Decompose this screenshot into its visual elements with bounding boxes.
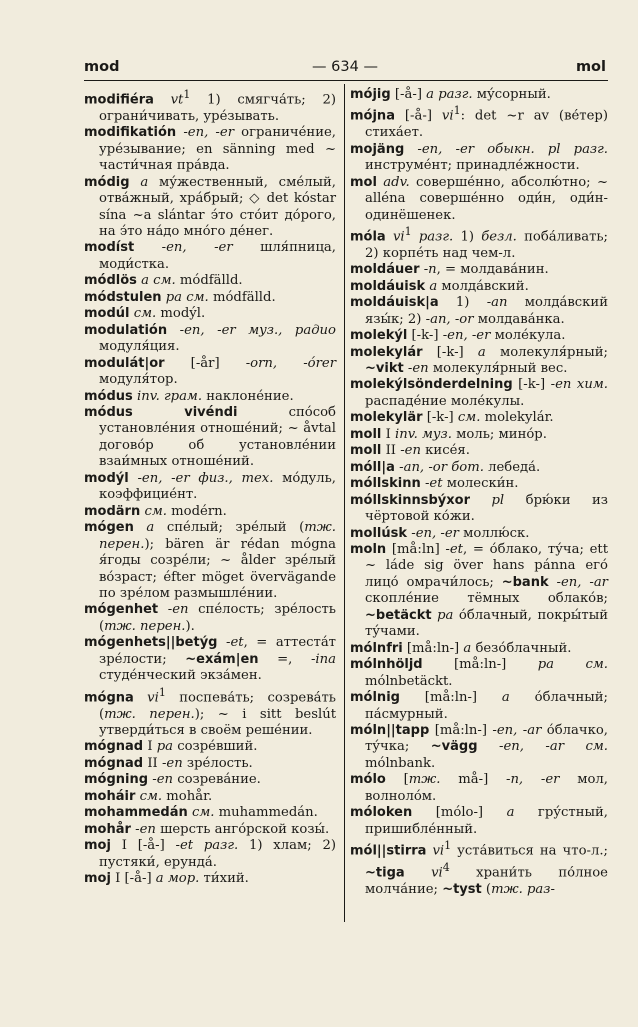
grammar-label: -en [152, 772, 174, 788]
grammar-label: pa см. [165, 289, 209, 305]
definition-text: 1) смягча́ть; 2) ограни́чивать, уре́зывать. [99, 92, 336, 124]
definition-text [134, 690, 147, 705]
dictionary-entry [84, 175, 336, 241]
grammar-label: -en, -er муз., радио [179, 322, 336, 338]
definition-text: [mólo-] [412, 805, 507, 821]
headword: mohår [84, 821, 131, 837]
grammar-label: тж. [408, 772, 441, 788]
grammar-label: -en хим. [550, 377, 608, 393]
definition-text: о́блачный, покры́тый ту́чами. [365, 607, 608, 640]
definition-text: моллю́ск. [458, 525, 530, 541]
headword: modärn [84, 503, 141, 519]
grammar-label: vi [147, 690, 159, 706]
grammar-label: a см. [141, 273, 176, 289]
dictionary-entry [84, 602, 336, 635]
headword: móloken [350, 805, 413, 821]
dictionary-entry [84, 471, 336, 504]
dictionary-entry [84, 389, 336, 405]
headword: moldáuisk|a [350, 295, 439, 311]
grammar-label: -en, -er [183, 125, 234, 141]
page-header [84, 59, 606, 81]
conjugation-class: 4 [442, 861, 450, 875]
conjugation-class: 1 [404, 225, 412, 239]
definition-text: му́жественный, сме́лый, отва́жный, хра́брый; ◇ det kóstar sína ~a slántar э́то сто́ит до́рого, на э́то на́до мно́го де́нег. [99, 174, 336, 240]
dictionary-entry [84, 805, 336, 821]
dictionary-entry [84, 635, 336, 684]
grammar-label: a [463, 640, 472, 656]
definition-text: модуля́ция. [99, 339, 180, 355]
headword: moll [350, 443, 382, 459]
definition-text: о́блачный; па́смурный. [365, 690, 608, 722]
grammar-label: -n, -er [505, 772, 560, 788]
headword: molekýl [350, 328, 408, 344]
definition-text: 1) [453, 229, 482, 245]
definition-text: mólnbank. [365, 755, 436, 771]
grammar-label: -en [167, 602, 189, 618]
dictionary-entry [84, 273, 336, 289]
headword: modúl [84, 306, 130, 322]
definition-text [134, 520, 147, 535]
column-divider [344, 84, 345, 922]
grammar-label: -n [423, 262, 437, 278]
grammar-label: a [501, 690, 510, 706]
definition-text: студе́нческий экза́мен. [99, 668, 262, 684]
definition-text [404, 142, 417, 157]
headword: móln||tapp [350, 723, 430, 738]
grammar-label: -en [400, 443, 421, 459]
headword: mólo [350, 772, 386, 788]
dictionary-entry [350, 641, 608, 657]
dictionary-entry [84, 356, 336, 389]
dictionary-entry [350, 805, 608, 838]
headword: moháir [84, 788, 136, 804]
definition-text: спе́лый; зре́лый ( [154, 520, 305, 536]
definition-text: I [381, 426, 395, 442]
definition-text [478, 739, 499, 754]
dictionary-entry [350, 377, 608, 410]
grammar-label: vi [392, 229, 405, 245]
right-column [350, 87, 608, 898]
definition-text: I [143, 739, 157, 755]
grammar-label: -et [445, 542, 463, 558]
header-first-headword: mod [84, 59, 120, 75]
left-column [84, 87, 336, 888]
definition-text: [-å-] [394, 108, 442, 124]
headword: mólnig [350, 690, 400, 706]
definition-text: зре́лость. [182, 755, 253, 771]
headword: mógna [84, 690, 134, 706]
definition-text [412, 229, 419, 244]
headword: mógning [84, 772, 149, 788]
grammar-label: inv. грам. [136, 388, 203, 404]
definition-text: модуля́тор. [99, 372, 178, 388]
conjugation-class: 1 [444, 839, 452, 853]
grammar-label: тж. раз- [491, 881, 555, 897]
grammar-label: тж. перен. [99, 520, 336, 552]
dictionary-entry [350, 87, 608, 103]
grammar-label: -et [424, 476, 443, 492]
definition-text: уста́виться на что-л.; [451, 843, 608, 859]
grammar-label: -en, -ar см. [499, 739, 609, 755]
dictionary-entry [350, 224, 608, 262]
dictionary-entry [350, 723, 608, 772]
dictionary-entry [350, 460, 608, 476]
definition-text: módfälld. [208, 289, 276, 305]
grammar-label: см. [144, 503, 167, 519]
dictionary-entry [84, 290, 336, 306]
grammar-label: -an, -or бот. [399, 459, 484, 475]
grammar-label: -en, -ar [492, 723, 542, 738]
definition-text: брю́ки из чёртовой ко́жи. [365, 492, 608, 525]
definition-text: molekylár. [480, 410, 554, 426]
definition-text: módfälld. [175, 273, 243, 289]
grammar-label: -et разг. [175, 838, 239, 854]
definition-text [158, 602, 168, 617]
definition-text [549, 575, 557, 590]
definition-text: шерсть анго́рской козы́. [155, 821, 330, 837]
definition-text: ти́хий. [199, 871, 249, 887]
headword: mógenhet [84, 602, 159, 618]
headword: moll [350, 426, 382, 442]
headword: móllskinn [350, 476, 421, 492]
headword: modifikatión [84, 125, 177, 141]
definition-text [470, 493, 491, 508]
headword: mol [350, 174, 377, 190]
conjugation-class: 1 [453, 104, 461, 118]
definition-text: лебеда́. [483, 459, 541, 475]
dictionary-entry [350, 657, 608, 690]
definition-text: молда́вский. [437, 278, 529, 294]
definition-text: ); ~ i sitt beslút утверди́ться в своём реше́нии. [99, 706, 336, 738]
headword: mójig [350, 87, 391, 102]
definition-text: о́блачко, ту́чка; [365, 723, 608, 755]
grammar-label: безл. [481, 229, 517, 245]
definition-text: [må:ln-] [422, 657, 538, 673]
dictionary-entry [84, 685, 336, 740]
definition-text: молдава́нка. [473, 311, 565, 327]
headword: mógenhets||betýg [84, 635, 218, 651]
definition-text: [-k-] [422, 410, 458, 426]
headword: ~exám|en [185, 651, 259, 667]
grammar-label: тж. перен. [104, 706, 195, 722]
grammar-label: -en, -er физ., тех. [137, 470, 274, 486]
definition-text: [-k-] [407, 328, 443, 344]
dictionary-entry [84, 240, 336, 273]
headword: módus [84, 388, 133, 404]
dictionary-entry [350, 476, 608, 492]
definition-text: II [143, 755, 162, 771]
dictionary-entry [84, 789, 336, 805]
headword: módlös [84, 273, 137, 289]
grammar-label: vi [441, 108, 454, 124]
dictionary-entry [350, 262, 608, 278]
definition-text: спе́лость; зре́лость ( [99, 602, 336, 634]
grammar-label: a [506, 805, 515, 821]
headword: mógen [84, 520, 134, 536]
definition-text: молекуля́рный; [485, 344, 608, 360]
dictionary-entry [350, 526, 608, 542]
definition-text: , = о́блако, ту́ча; ett ~ láde sig över hans pánna его́ лицо́ омрачи́лось; [365, 542, 608, 590]
definition-text: кисе́я. [420, 443, 470, 459]
headword: moj [84, 871, 111, 887]
definition-text [134, 240, 161, 255]
grammar-label: см. [139, 788, 163, 804]
headword: mohammedán [84, 805, 188, 821]
definition-text: [må:ln-] [429, 723, 493, 738]
definition-text: , = аттеста́т зре́лости; [99, 635, 336, 667]
dictionary-entry [350, 542, 608, 641]
headword: ~vikt [365, 361, 404, 377]
page-number: — 634 — [312, 59, 378, 75]
dictionary-entry [84, 838, 336, 871]
definition-text: ). [185, 618, 195, 634]
definition-text: молда́вский язы́к; 2) [365, 295, 608, 327]
grammar-label: тж. перен. [104, 618, 186, 634]
headword: mógnad [84, 739, 144, 755]
definition-text [167, 323, 180, 338]
headword: modulát|or [84, 355, 165, 371]
definition-text: [ [385, 772, 409, 788]
grammar-label: -en [135, 821, 156, 837]
definition-text: [må:ln-] [402, 640, 464, 656]
grammar-label: a разг. [426, 87, 473, 102]
headword: moj [84, 838, 111, 854]
dictionary-entry [350, 443, 608, 459]
grammar-label: -en, -er [161, 240, 233, 256]
definition-text: modérn. [166, 503, 227, 519]
definition-text: наклоне́ние. [202, 388, 294, 404]
definition-text: II [381, 443, 401, 459]
dictionary-entry [350, 838, 608, 898]
definition-text: [-k-] [512, 377, 551, 393]
grammar-label: pa [156, 739, 174, 755]
dictionary-entry [84, 520, 336, 602]
headword: molekýlsönderdelning [350, 377, 513, 393]
definition-text: 1) хлам; 2) пустяки́, ерунда́. [99, 838, 336, 870]
definition-text: muhammedán. [214, 805, 318, 821]
dictionary-entry [350, 772, 608, 805]
grammar-label: -an, -or [425, 311, 474, 327]
definition-text: распаде́ние моле́кулы. [365, 393, 525, 409]
headword: mojäng [350, 141, 405, 157]
definition-text: [må:ln] [386, 542, 446, 558]
grammar-label: -en [161, 755, 183, 771]
dictionary-entry [350, 279, 608, 295]
headword: ~bank [501, 574, 549, 590]
definition-text: I [-å-] [110, 871, 156, 887]
headword: moldáuer [350, 262, 420, 278]
dictionary-entry [84, 306, 336, 322]
grammar-label: см. [457, 410, 481, 426]
dictionary-entry [350, 690, 608, 723]
definition-text: [-å-] [390, 87, 427, 102]
headword: módus vivéndi [84, 405, 238, 420]
definition-text: modýl. [156, 306, 206, 322]
grammar-label: vt [170, 92, 184, 108]
definition-text: молекуля́рный вес. [428, 361, 568, 377]
headword: modíst [84, 240, 135, 256]
definition-text: [-år] [164, 355, 246, 371]
definition-text: [-k-] [422, 344, 478, 360]
definition-text: , = молдава́нин. [436, 262, 549, 278]
headword: móla [350, 229, 386, 245]
definition-text: ); bären är rédan mógna я́годы созре́ли; ~ ålder зре́лый во́зраст; éfter möget övervägande по зре́лом размышле́нии. [99, 536, 336, 601]
headword: móll|a [350, 459, 395, 475]
grammar-label: -an [486, 295, 508, 311]
grammar-label: -et [226, 635, 244, 651]
definition-text [130, 175, 141, 190]
headword: molekylär [350, 410, 423, 426]
headword: ~betäckt [365, 607, 432, 623]
definition-text [405, 865, 431, 880]
grammar-label: pl [491, 492, 505, 508]
definition-text: I [-å-] [110, 838, 176, 854]
headword: mógnad [84, 755, 144, 771]
definition-text: му́сорный. [472, 87, 551, 102]
grammar-label: adv. [383, 174, 410, 190]
headword: modýl [84, 470, 129, 486]
definition-text: : det ~r av (ве́тер) стиха́ет. [365, 108, 608, 141]
grammar-label: -orn, -órer [245, 355, 336, 371]
headword: moldáuisk [350, 278, 426, 294]
dictionary-entry [350, 493, 608, 526]
grammar-label: см. [133, 306, 157, 322]
definition-text: созре́вший. [173, 739, 258, 755]
headword: molekylár [350, 344, 423, 360]
grammar-label: -en, -ar [556, 574, 608, 590]
definition-text [218, 635, 227, 650]
definition-text [154, 92, 171, 107]
dictionary-entry [84, 772, 336, 788]
grammar-label: vi [432, 843, 445, 859]
definition-text: ( [481, 881, 492, 897]
headword: módig [84, 174, 130, 190]
grammar-label: pa [437, 607, 454, 623]
headword: modifiéra [84, 92, 154, 108]
grammar-label: pa см. [537, 657, 608, 673]
grammar-label: -ina [310, 651, 336, 667]
definition-text: безо́блачный. [471, 640, 572, 656]
definition-text: mohår. [162, 788, 213, 804]
grammar-label: a [146, 520, 155, 536]
conjugation-class: 1 [158, 685, 166, 699]
headword: mólnhöljd [350, 657, 423, 673]
definition-text: соверше́нно, абсолю́тно; ~ alléna соверше́нно оди́н, оди́н-одинёшенек. [365, 174, 608, 223]
definition-text: шля́пница, моди́стка. [99, 240, 336, 272]
headword: mólnfri [350, 640, 403, 656]
dictionary-entry [84, 504, 336, 520]
headword: módstulen [84, 289, 162, 305]
definition-text: [må:ln-] [399, 690, 502, 706]
headword: modulatión [84, 322, 168, 338]
definition-text: мо́дуль, коэффицие́нт. [99, 470, 336, 503]
definition-text: инструме́нт; принадле́жности. [365, 158, 580, 174]
headword: ~tyst [442, 881, 482, 897]
grammar-label: a мор. [155, 871, 200, 887]
definition-text: må-] [440, 772, 506, 788]
definition-text: созрева́ние. [173, 772, 261, 788]
definition-text: молески́н. [442, 476, 519, 492]
definition-text: mólnbetäckt. [365, 673, 453, 689]
definition-text: поба́ливать; 2) корпе́ть над чем-л. [365, 229, 608, 261]
dictionary-entry [350, 410, 608, 426]
grammar-label: см. [191, 805, 215, 821]
dictionary-entry [84, 739, 336, 755]
dictionary-entry [350, 427, 608, 443]
headword: ~vägg [430, 739, 478, 755]
definition-text: моль; мино́р. [451, 426, 547, 442]
dictionary-entry [84, 822, 336, 838]
grammar-label: a [140, 174, 149, 190]
grammar-label: a [477, 344, 486, 360]
dictionary-entry [84, 405, 336, 471]
grammar-label: a [429, 278, 438, 294]
dictionary-entry [350, 103, 608, 141]
headword: mól||stirra [350, 843, 427, 859]
grammar-label: inv. муз. [394, 426, 452, 442]
definition-text: скопле́ние тёмных облако́в; [365, 591, 608, 607]
grammar-label: vi [431, 865, 443, 881]
definition-text: моле́кула. [490, 328, 566, 344]
headword: móllskinnsbýxor [350, 492, 470, 508]
definition-text: поспева́ть; созрева́ть ( [99, 690, 336, 722]
conjugation-class: 1 [183, 88, 191, 101]
dictionary-entry [84, 87, 336, 125]
headword: ~tiga [365, 865, 405, 881]
dictionary-entry [84, 756, 336, 772]
definition-text: гру́стный, пришибле́нный. [365, 805, 608, 837]
headword: mollúsk [350, 525, 408, 541]
dictionary-entry [84, 125, 336, 174]
definition-text: ограниче́ние, уре́зывание; en sänning med ~ части́чная пра́вда. [99, 125, 336, 174]
headword: moln [350, 542, 387, 558]
header-last-headword: mol [575, 59, 606, 75]
definition-text [386, 229, 393, 244]
definition-text: =, [258, 651, 311, 667]
grammar-label: -en, -er [411, 525, 459, 541]
grammar-label: -en, -er обыкн. pl разг. [417, 141, 608, 157]
grammar-label: -en [407, 361, 429, 377]
definition-text: 1) [438, 295, 487, 311]
dictionary-entry [350, 142, 608, 175]
dictionary-entry [350, 345, 608, 378]
dictionary-entry [350, 175, 608, 224]
dictionary-entry [350, 295, 608, 328]
dictionary-entry [84, 871, 336, 887]
definition-text: мол, волноло́м. [365, 772, 608, 804]
grammar-label: разг. [418, 229, 454, 245]
header-rule [84, 80, 608, 81]
dictionary-entry [84, 323, 336, 356]
grammar-label: -en, -er [442, 328, 491, 344]
dictionary-entry [350, 328, 608, 344]
definition-text: храни́ть по́лное молча́ние; [365, 865, 608, 897]
definition-text: спо́соб установле́ния отноше́ний; ~ åvtal догово́р об установле́нии взаи́мных отноше́ний. [99, 405, 336, 470]
headword: mójna [350, 108, 395, 124]
